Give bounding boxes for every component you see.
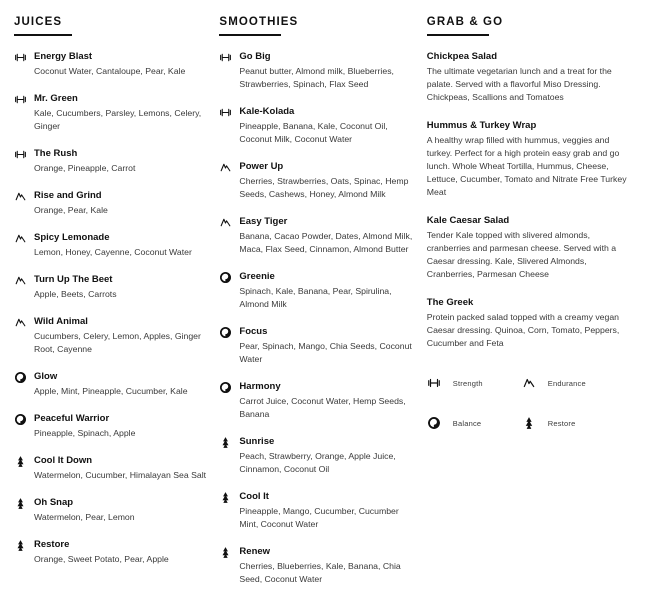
item-body <box>34 147 209 175</box>
balance-icon <box>427 416 453 430</box>
item-body <box>239 270 416 311</box>
item-body <box>239 325 416 366</box>
icon-cell <box>14 454 34 482</box>
item-name: Chickpea Salad <box>426 51 498 62</box>
list-item[interactable] <box>14 92 209 133</box>
item-desc: Spinach, Kale, Banana, Pear, Spirulina, Almond Milk <box>239 286 392 309</box>
balance-icon <box>219 271 232 284</box>
legend-entry-restore <box>522 416 617 430</box>
item-name: Wild Animal <box>34 316 88 327</box>
title-rule <box>14 34 72 36</box>
item-name: The Rush <box>34 148 78 159</box>
list-item[interactable] <box>14 147 209 175</box>
item-desc: Orange, Pineapple, Carrot <box>34 163 136 173</box>
item-desc: Pineapple, Banana, Kale, Coconut Oil, Coconut Milk, Coconut Water <box>239 121 388 144</box>
item-body <box>34 92 209 133</box>
legend-entry-balance <box>427 416 522 430</box>
icon-cell <box>219 160 239 201</box>
column-title-smoothies: SMOOTHIES <box>219 16 299 28</box>
item-body <box>34 273 209 301</box>
column-juices <box>14 16 219 600</box>
item-body <box>34 370 209 398</box>
list-item[interactable] <box>14 496 209 524</box>
legend-label: Restore <box>547 418 576 428</box>
endurance-icon <box>14 316 27 329</box>
item-body <box>239 380 416 421</box>
item-name: Renew <box>239 546 271 557</box>
icon-cell <box>14 92 34 133</box>
list-item[interactable] <box>219 215 416 256</box>
item-name: Harmony <box>239 381 281 392</box>
item-name: Restore <box>34 539 70 550</box>
list-item[interactable] <box>219 545 416 586</box>
item-body <box>34 412 209 440</box>
item-body <box>239 105 416 146</box>
list-item[interactable] <box>219 270 416 311</box>
balance-icon <box>14 371 27 384</box>
item-name: Greenie <box>239 271 275 282</box>
item-name: Turn Up The Beet <box>34 274 113 285</box>
list-item[interactable] <box>219 50 416 91</box>
item-desc: A healthy wrap filled with hummus, veggies and turkey. Perfect for a high protein easy grab and go lunch. Whole Wheat Tortilla, Hummus, Cheese, Lettuce, Cucumber, Tomato and Nitrate Free Turkey Meat <box>426 135 627 197</box>
list-item[interactable] <box>14 273 209 301</box>
legend-label: Endurance <box>547 378 586 388</box>
item-name: Peaceful Warrior <box>34 413 110 424</box>
item-name: Oh Snap <box>34 497 74 508</box>
list-item[interactable] <box>427 296 632 350</box>
strength-icon <box>219 51 232 64</box>
strength-icon <box>427 376 453 390</box>
icon-cell <box>219 50 239 91</box>
item-body <box>239 50 416 91</box>
item-body <box>34 50 209 78</box>
list-item[interactable] <box>14 50 209 78</box>
list-item[interactable] <box>427 214 632 281</box>
icon-cell <box>219 380 239 421</box>
strength-icon <box>14 148 27 161</box>
item-body <box>34 189 209 217</box>
item-name: Glow <box>34 371 58 382</box>
item-name: Easy Tiger <box>239 216 288 227</box>
restore-icon <box>14 455 27 468</box>
endurance-icon <box>219 161 232 174</box>
item-name: Mr. Green <box>34 93 78 104</box>
item-body <box>34 454 209 482</box>
item-desc: Cucumbers, Celery, Lemon, Apples, Ginger Root, Cayenne <box>34 331 201 354</box>
icon-legend <box>427 376 617 430</box>
item-name: Focus <box>239 326 268 337</box>
column-grab-and-go <box>427 16 636 600</box>
icon-cell <box>219 270 239 311</box>
icon-cell <box>14 147 34 175</box>
item-name: Go Big <box>239 51 271 62</box>
icon-cell <box>14 189 34 217</box>
endurance-icon <box>219 216 232 229</box>
item-name: Rise and Grind <box>34 190 102 201</box>
list-item[interactable] <box>14 412 209 440</box>
restore-icon <box>219 491 232 504</box>
icon-cell <box>219 435 239 476</box>
icon-cell <box>219 325 239 366</box>
item-desc: Carrot Juice, Coconut Water, Hemp Seeds, Banana <box>239 396 406 419</box>
restore-icon <box>14 497 27 510</box>
item-name: Hummus & Turkey Wrap <box>426 120 537 131</box>
list-item[interactable] <box>14 231 209 259</box>
icon-cell <box>14 538 34 566</box>
restore-icon <box>522 416 548 430</box>
strength-icon <box>14 93 27 106</box>
item-body <box>34 496 209 524</box>
endurance-icon <box>14 274 27 287</box>
item-desc: Orange, Sweet Potato, Pear, Apple <box>34 554 169 564</box>
list-item[interactable] <box>219 105 416 146</box>
item-desc: Watermelon, Cucumber, Himalayan Sea Salt <box>34 470 207 480</box>
endurance-icon <box>522 376 548 390</box>
item-name: Cool It <box>239 491 269 502</box>
item-name: Kale Caesar Salad <box>426 215 510 226</box>
item-desc: Cherries, Strawberries, Oats, Spinac, Hemp Seeds, Cashews, Honey, Almond Milk <box>239 176 409 199</box>
item-desc: Lemon, Honey, Cayenne, Coconut Water <box>34 247 192 257</box>
item-desc: Peanut butter, Almond milk, Blueberries, Strawberries, Spinach, Flax Seed <box>239 66 394 89</box>
icon-cell <box>14 496 34 524</box>
title-rule <box>427 34 489 36</box>
strength-icon <box>14 51 27 64</box>
balance-icon <box>219 326 232 339</box>
item-desc: Pear, Spinach, Mango, Chia Seeds, Coconut Water <box>239 341 412 364</box>
item-desc: Banana, Cacao Powder, Dates, Almond Milk, Maca, Flax Seed, Cinnamon, Almond Butter <box>239 231 413 254</box>
icon-cell <box>14 315 34 356</box>
item-desc: Orange, Pear, Kale <box>34 205 108 215</box>
legend-label: Strength <box>452 378 483 388</box>
icon-cell <box>219 490 239 531</box>
item-name: Sunrise <box>239 436 275 447</box>
restore-icon <box>219 546 232 559</box>
list-item[interactable] <box>427 119 632 199</box>
list-item[interactable] <box>14 189 209 217</box>
icon-cell <box>219 215 239 256</box>
icon-cell <box>219 545 239 586</box>
list-item[interactable] <box>14 454 209 482</box>
item-desc: Protein packed salad topped with a creamy vegan Caesar dressing. Quinoa, Corn, Tomato, Peppers, Cucumber and Feta <box>426 312 620 348</box>
legend-entry-endurance <box>522 376 617 390</box>
item-desc: Apple, Beets, Carrots <box>34 289 117 299</box>
icon-cell <box>14 50 34 78</box>
item-body <box>239 215 416 256</box>
title-rule <box>219 34 281 36</box>
restore-icon <box>219 436 232 449</box>
column-title-grab-and-go: GRAB & GO <box>426 16 504 28</box>
item-desc: Pineapple, Spinach, Apple <box>34 428 136 438</box>
item-desc: Coconut Water, Cantaloupe, Pear, Kale <box>34 66 186 76</box>
item-desc: Pineapple, Mango, Cucumber, Cucumber Mint, Coconut Water <box>239 506 399 529</box>
endurance-icon <box>14 232 27 245</box>
icon-cell <box>14 273 34 301</box>
icon-cell <box>14 231 34 259</box>
icon-cell <box>14 370 34 398</box>
item-desc: The ultimate vegetarian lunch and a treat for the palate. Served with a flavorful Miso Dressing. Chickpeas, Scallions and Tomatoes <box>426 66 612 102</box>
list-item[interactable] <box>14 315 209 356</box>
list-item[interactable] <box>219 435 416 476</box>
item-name: Power Up <box>239 161 284 172</box>
list-item[interactable] <box>14 538 209 566</box>
list-item[interactable] <box>219 325 416 366</box>
item-body <box>239 435 416 476</box>
item-desc: Cherries, Blueberries, Kale, Banana, Chia Seed, Coconut Water <box>239 561 401 584</box>
item-desc: Tender Kale topped with slivered almonds, cranberries and parmesan cheese. Served with a Caesar dressing. Kale, Slivered Almonds, Cranberries, Parmesan Cheese <box>426 230 617 279</box>
list-item[interactable] <box>427 50 632 104</box>
balance-icon <box>14 413 27 426</box>
item-body <box>239 545 416 586</box>
item-body <box>239 490 416 531</box>
balance-icon <box>219 381 232 394</box>
icon-cell <box>14 412 34 440</box>
legend-label: Balance <box>452 418 482 428</box>
item-desc: Kale, Cucumbers, Parsley, Lemons, Celery, Ginger <box>34 108 202 131</box>
item-name: Energy Blast <box>34 51 93 62</box>
column-smoothies <box>219 16 426 600</box>
item-body <box>34 538 209 566</box>
list-item[interactable] <box>219 380 416 421</box>
endurance-icon <box>14 190 27 203</box>
list-item[interactable] <box>219 160 416 201</box>
item-name: Cool It Down <box>34 455 93 466</box>
item-name: The Greek <box>426 297 474 308</box>
item-name: Kale-Kolada <box>239 106 295 117</box>
item-name: Spicy Lemonade <box>34 232 110 243</box>
item-body <box>34 231 209 259</box>
item-desc: Watermelon, Pear, Lemon <box>34 512 135 522</box>
list-item[interactable] <box>219 490 416 531</box>
item-desc: Apple, Mint, Pineapple, Cucumber, Kale <box>34 386 188 396</box>
item-body <box>34 315 209 356</box>
item-body <box>239 160 416 201</box>
icon-cell <box>219 105 239 146</box>
legend-entry-strength <box>427 376 522 390</box>
column-title-juices: JUICES <box>14 16 63 28</box>
strength-icon <box>219 106 232 119</box>
list-item[interactable] <box>14 370 209 398</box>
restore-icon <box>14 539 27 552</box>
item-desc: Peach, Strawberry, Orange, Apple Juice, Cinnamon, Coconut Oil <box>239 451 396 474</box>
